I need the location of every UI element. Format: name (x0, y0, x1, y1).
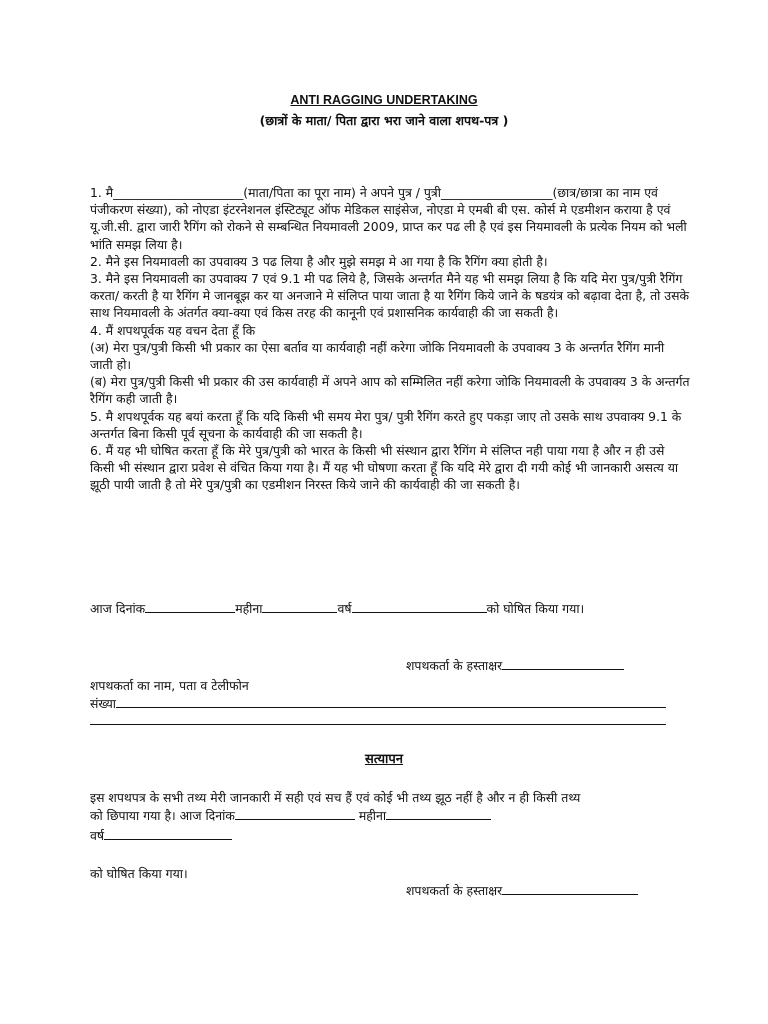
signature-line (406, 657, 624, 674)
contact-blank[interactable] (116, 696, 666, 708)
verification-text-1: इस शपथपत्र के सभी तथ्य मेरी जानकारी में सही एवं सच हैं एवं कोई भी तथ्य झूठ नहीं है और न ही किसी तथ्य (90, 790, 581, 805)
clause-6: 6. मैं यह भी घोषित करता हूँ कि मेरे पुत्र/पुत्री को भारत के किसी भी संस्थान द्वारा रैगिंग मे संलिप्त नही पाया गया है और न ही उसे किसी भी संस्थान द्वारा प्रवेश से वंचित किया गया है। मैं यह भी घोषणा करता हूँ कि यदि मेरे द्वारा दी गयी कोई भी जानकारी असत्य या झूठी पायी जाती है तो मेरे पुत्र/पुत्री का एडमीशन निरस्त किये जाने की कार्यवाही की जा सकती है। (90, 443, 679, 493)
month-blank[interactable] (262, 601, 337, 613)
year-blank[interactable] (352, 601, 487, 613)
verification-month-blank[interactable] (386, 808, 491, 820)
clause-3: 3. मैने इस नियमावली का उपवाक्य 7 एवं 9.1 मी पढ लिये है, जिसके अन्तर्गत मैने यह भी समझ लिया है कि यदि मेरा पुत्र/पुत्री रैगिंग करता/ करती है या रैगिंग मे जानबूझ कर या अनजाने मे संलिप्त पाया जाता है या रैगिंग किये जाने के षडयंत्र को बढ़ावा देता है, तो उसके साथ नियमावली के अंतर्गत क्या-क्या एवं किस तरह की कानूनी एवं प्रशासनिक कार्यवाही की जा सकती है। (90, 271, 689, 321)
verification-declared: को घोषित किया गया। (90, 866, 188, 881)
clause-2: 2. मैने इस नियमावली का उपवाक्य 3 पढ लिया है और मुझे समझ मे आ गया है कि रैगिंग क्या होती है। (90, 253, 548, 269)
clause-1: 1. मै_____________________(माता/पिता का पूरा नाम) ने अपने पुत्र / पुत्री__________________(छात्र/छात्रा का नाम एवं पंजीकरण संख्या), को नोएडा इंटरनेशनल इंस्टिट्यूट ऑफ मेडिकल साइंसेज, नोएडा मे एमबी बी एस. कोर्स मे एडमीशन कराया है एवं यू.जी.सी. द्वारा जारी रैगिंग को रोकने से सम्बन्धित नियमावली 2009, प्राप्त कर पढ ली है एवं इस नियमावली के प्रत्येक नियम को भली भांति समझ लिया है। (90, 185, 687, 252)
verification-signature-blank[interactable] (502, 883, 638, 895)
signature-label: शपथकर्ता के हस्ताक्षर (406, 658, 503, 673)
contact-extra-blank[interactable] (90, 713, 666, 725)
month-label: महीना (235, 601, 263, 616)
signature-blank[interactable] (502, 658, 624, 670)
declared-label: को घोषित किया गया। (486, 601, 585, 616)
verification-date-line (90, 807, 491, 824)
clause-4b: (ब) मेरा पुत्र/पुत्री किसी भी प्रकार की उस कार्यवाही में अपने आप को सम्मिलित नहीं करेगा जोकि नियमावली के उपवाक्य 3 के अन्तर्गत रैगिंग कही जाती है। (90, 374, 690, 407)
verification-heading: सत्यापन (364, 752, 404, 767)
document-subtitle: (छात्रों के माता/ पिता द्वारा भरा जाने वाला शपथ-पत्र ) (259, 113, 509, 128)
contact-extra-line (90, 713, 666, 728)
verification-month-label: महीना (358, 808, 387, 823)
clause-5: 5. मै शपथपूर्वक यह बयां करता हूँ कि यदि किसी भी समय मेरा पुत्र/ पुत्री रैगिंग करते हुए पकड़ा जाए तो उसके साथ उपवाक्य 9.1 के अन्तर्गत बिना किसी पूर्व सूचना के कार्यवाही की जा सकती है। (90, 408, 682, 441)
clause-4a: (अ) मेरा पुत्र/पुत्री किसी भी प्रकार का ऐसा बर्ताव या कार्यवाही नहीं करेगा जोकि नियमावली के उपवाक्य 3 के अन्तर्गत रैगिंग मानी जाती हो। (90, 339, 665, 373)
verification-text-2: को छिपाया गया है। आज दिनांक (90, 808, 235, 823)
number-line (90, 695, 666, 712)
number-label: संख्या (90, 696, 117, 711)
verification-signature-label: शपथकर्ता के हस्ताक्षर (406, 883, 503, 898)
contact-label: शपथकर्ता का नाम, पता व टेलीफोन (90, 678, 249, 693)
verification-signature-line (406, 882, 638, 899)
verification-year-label: वर्ष (90, 828, 105, 843)
clause-4: 4. मैं शपथपूर्वक यह वचन देता हूँ कि (90, 322, 256, 338)
verification-year-blank[interactable] (104, 828, 232, 840)
verification-year-line (90, 827, 232, 844)
date-blank[interactable] (145, 601, 235, 613)
verification-date-blank[interactable] (235, 808, 355, 820)
undertaking-body (90, 184, 690, 494)
date-declaration-line (90, 600, 584, 617)
document-title: ANTI RAGGING UNDERTAKING (290, 93, 478, 107)
date-label: आज दिनांक (90, 601, 146, 616)
year-label: वर्ष (337, 601, 352, 616)
